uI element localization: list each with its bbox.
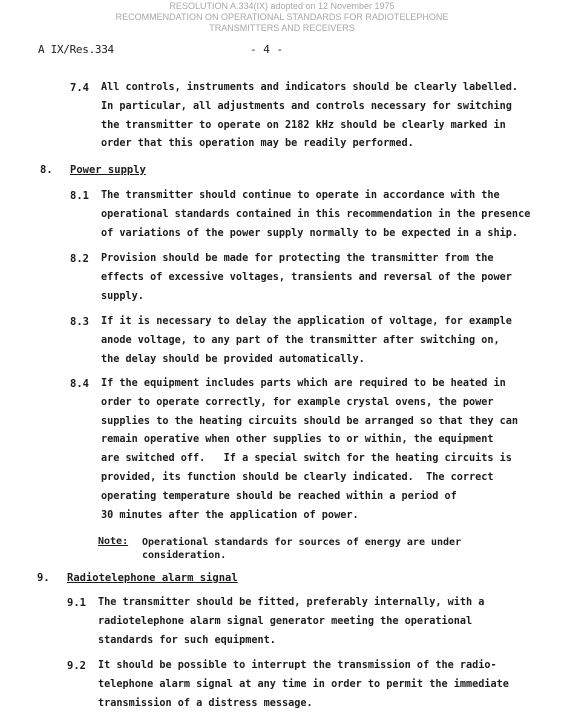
text-line: the delay should be provided automatically.	[101, 353, 365, 365]
text-line: transmission of a distress message.	[98, 697, 313, 709]
paragraph-9-1	[98, 594, 484, 650]
header-line-2: RECOMMENDATION ON OPERATIONAL STANDARDS FOR RADIOTELEPHONE	[115, 12, 449, 22]
paragraph-8-2	[101, 250, 512, 306]
text-line: In particular, all adjustments and controls necessary for switching	[101, 100, 512, 112]
page-number: - 4 -	[250, 43, 284, 56]
section-number: 9.	[37, 572, 50, 584]
text-line: Operational standards for sources of energy are under	[142, 537, 462, 548]
text-line: consideration.	[142, 550, 227, 561]
text-line: provided, its function should be clearly indicated. The correct	[101, 471, 494, 483]
paragraph-number: 8.1	[70, 190, 89, 202]
paragraph-number: 8.4	[70, 378, 89, 390]
text-line: It should be possible to interrupt the transmission of the radio-	[98, 660, 497, 671]
text-line: supply.	[101, 290, 144, 302]
text-line: If the equipment includes parts which are required to be heated in	[101, 378, 506, 389]
document-reference: A IX/Res.334	[38, 43, 114, 56]
text-line: 30 minutes after the application of power.	[101, 509, 359, 521]
paragraph-8-3	[101, 313, 512, 369]
text-line: order that this operation may be readily performed.	[101, 138, 414, 150]
section-heading: Power supply	[70, 164, 146, 176]
text-line: anode voltage, to any part of the transmitter after switching on,	[101, 334, 500, 346]
text-line: All controls, instruments and indicators should be clearly labelled.	[101, 82, 519, 93]
header-line-3: TRANSMITTERS AND RECEIVERS	[209, 23, 355, 33]
text-line: effects of excessive voltages, transients and reversal of the power	[101, 271, 512, 283]
text-line: The transmitter should be fitted, preferably internally, with a	[98, 597, 485, 608]
paragraph-number: 8.2	[70, 253, 89, 265]
paragraph-8-4	[101, 375, 518, 525]
text-line: The transmitter should continue to operate in accordance with the	[101, 190, 500, 201]
text-line: the transmitter to operate on 2182 kHz should be clearly marked in	[101, 119, 506, 131]
paragraph-9-2	[98, 657, 509, 713]
paragraph-8-1	[101, 187, 530, 243]
paragraph-number: 7.4	[70, 82, 89, 94]
text-line: operating temperature should be reached within a period of	[101, 490, 457, 502]
text-line: If it is necessary to delay the application of voltage, for example	[101, 316, 512, 327]
text-line: Provision should be made for protecting the transmitter from the	[101, 253, 494, 264]
text-line: radiotelephone alarm signal generator meeting the operational	[98, 615, 473, 627]
text-line: standards for such equipment.	[98, 634, 276, 646]
text-line: supplies to the heating circuits should be arranged so that they can	[101, 415, 519, 427]
text-line: telephone alarm signal at any time in order to permit the immediate	[98, 678, 509, 690]
note-text	[142, 536, 461, 562]
header-line-1: RESOLUTION A.334(IX) adopted on 12 November 1975	[169, 1, 395, 11]
paragraph-number: 8.3	[70, 316, 89, 328]
text-line: operational standards contained in this recommendation in the presence	[101, 208, 531, 220]
text-line: of variations of the power supply normally to be expected in a ship.	[101, 227, 519, 239]
paragraph-number: 9.2	[67, 660, 86, 672]
paragraph-7-4	[101, 79, 518, 154]
text-line: remain operative when other supplies to or within, the equipment	[101, 434, 494, 446]
section-heading: Radiotelephone alarm signal	[67, 572, 238, 584]
note-label: Note:	[98, 536, 129, 547]
text-line: order to operate correctly, for example crystal ovens, the power	[101, 396, 494, 408]
text-line: are switched off. If a special switch for the heating circuits is	[101, 453, 512, 465]
paragraph-number: 9.1	[67, 597, 86, 609]
section-number: 8.	[40, 164, 53, 176]
